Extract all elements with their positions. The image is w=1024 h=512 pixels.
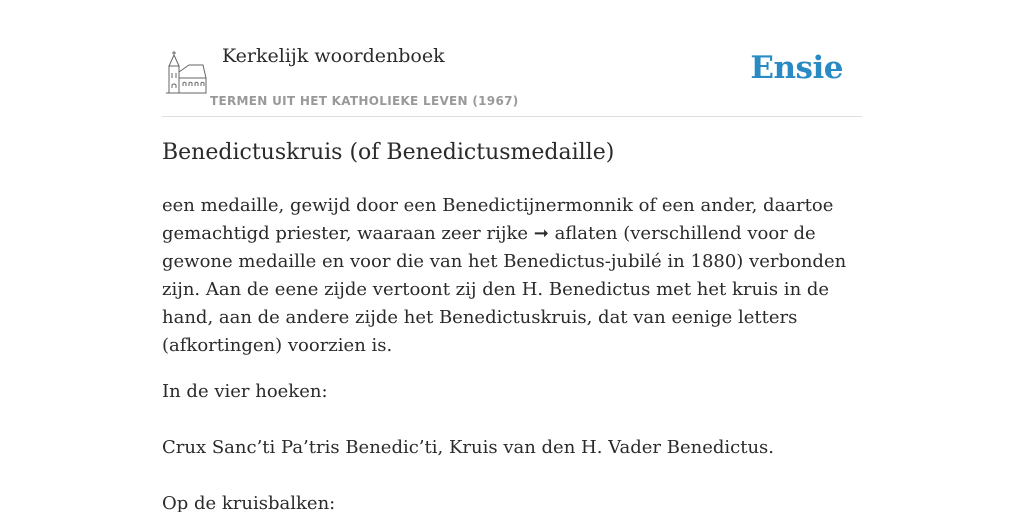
dictionary-subtitle: TERMEN UIT HET KATHOLIEKE LEVEN (1967) <box>210 94 519 108</box>
church-icon <box>165 50 207 94</box>
paragraph-text: (verschillend voor de gewone medaille en voor die van het Benedictus-jubilé in 1880) verbonden zijn. Aan de eene zijde vertoont zij den H. Benedictus met het kruis in de hand, aan de andere zijde het Benedictuskruis, dat van eenige letters (afkortingen) voorzien is. <box>162 223 847 356</box>
dictionary-title[interactable]: Kerkelijk woordenboek <box>222 45 445 67</box>
brand-logo[interactable]: Ensie <box>750 50 843 86</box>
paragraph-text: een medaille, gewijd door een Benedictijnermonnik of een ander, daartoe gemachtigd priester, waaraan zeer rijke <box>162 195 834 244</box>
dictionary-header <box>162 40 862 117</box>
entry-paragraph: Op de kruisbalken: <box>162 493 336 512</box>
arrow-icon: ➞ <box>533 223 549 244</box>
entry-title: Benedictuskruis (of Benedictusmedaille) <box>162 140 615 165</box>
aflaten-link[interactable] <box>534 223 618 244</box>
entry-paragraph <box>162 192 862 360</box>
entry-content <box>162 192 862 512</box>
entry-paragraph: Crux Sanc’ti Pa’tris Benedic’ti, Kruis van den H. Vader Benedictus. <box>162 437 775 458</box>
aflaten-link-label: aflaten <box>554 223 618 244</box>
entry-paragraph: In de vier hoeken: <box>162 381 328 402</box>
